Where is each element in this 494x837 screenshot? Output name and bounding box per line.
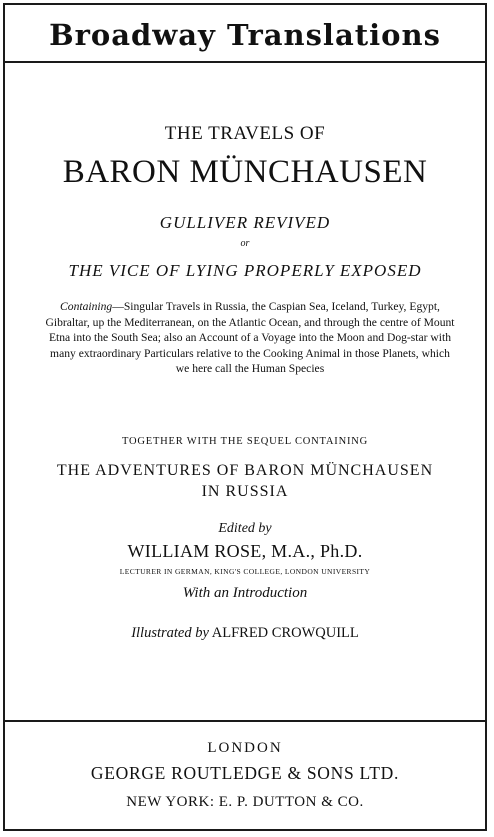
main-title: BARON MÜNCHAUSEN bbox=[62, 154, 428, 190]
contents-text: —Singular Travels in Russia, the Caspian Sea, Iceland, Turkey, Egypt, Gibraltar, up the Mediterranean, on the Atlantic Ocean, and through the centre of Mount Etna into the South Sea; also an Account of a Voyage into the Moon and Dog-star with many extraordinary Particulars relative to the Cooking Animal in those Planets, which we here call the Human Species bbox=[45, 300, 455, 376]
subtitle-2: THE VICE OF LYING PROPERLY EXPOSED bbox=[68, 261, 422, 280]
sequel-intro: TOGETHER WITH THE SEQUEL CONTAINING bbox=[121, 436, 369, 447]
publisher-name: GEORGE ROUTLEDGE & SONS LTD. bbox=[90, 763, 400, 783]
title-line-1: THE TRAVELS OF bbox=[164, 123, 326, 144]
subtitle-connector: or bbox=[240, 238, 250, 249]
contents-lead: Containing bbox=[60, 300, 113, 313]
footer-divider bbox=[5, 720, 485, 722]
publisher-city: LONDON bbox=[207, 740, 283, 756]
introduction-note: With an Introduction bbox=[182, 585, 308, 601]
editor-name: WILLIAM ROSE, M.A., Ph.D. bbox=[127, 541, 363, 561]
subtitle-1: GULLIVER REVIVED bbox=[159, 213, 331, 232]
illustrator-name: ALFRED CROWQUILL bbox=[211, 625, 359, 641]
edited-by: Edited by bbox=[218, 521, 272, 536]
contents-description bbox=[45, 299, 455, 377]
page-border bbox=[3, 3, 487, 831]
series-title: Broadway Translations bbox=[5, 5, 485, 63]
sequel-title-line-1: THE ADVENTURES OF BARON MÜNCHAUSEN bbox=[56, 462, 434, 479]
sequel-title-line-2: IN RUSSIA bbox=[201, 483, 289, 500]
editor-affiliation: LECTURER IN GERMAN, KING'S COLLEGE, LONDON UNIVERSITY bbox=[119, 567, 371, 576]
illustrator-line bbox=[5, 625, 485, 642]
illustrated-by-label: Illustrated by bbox=[131, 625, 209, 641]
us-publisher: NEW YORK: E. P. DUTTON & CO. bbox=[126, 794, 364, 810]
